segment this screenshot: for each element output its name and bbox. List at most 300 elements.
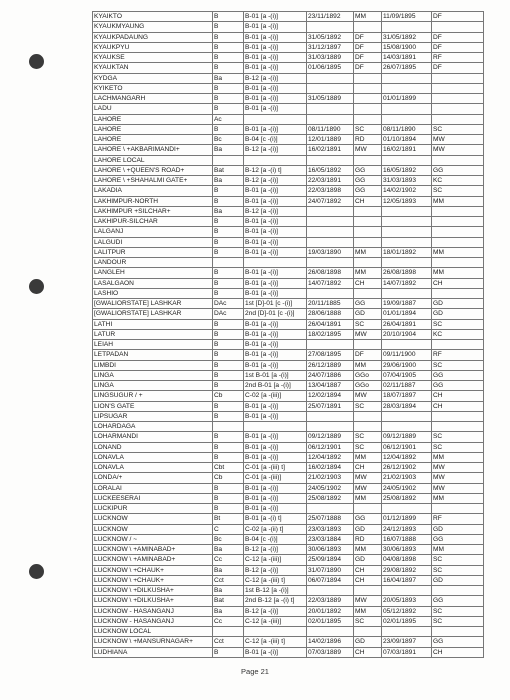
table-row [93, 278, 484, 288]
latest-date-cell [382, 258, 432, 268]
cancel-type-cell: B-01 [a -(i)] [244, 647, 307, 657]
earliest-source-cell: MM [354, 493, 382, 503]
latest-date-cell [382, 114, 432, 124]
table-row [93, 370, 484, 380]
table-row [93, 114, 484, 124]
place-name-cell: LALGUDI [93, 237, 213, 247]
place-name-cell: LINGA [93, 381, 213, 391]
table-row [93, 555, 484, 565]
earliest-source-cell: MM [354, 545, 382, 555]
cancel-type-cell: B-01 [a -(i)] [244, 94, 307, 104]
latest-date-cell: 16/02/1891 [382, 145, 432, 155]
type-code-cell: Cct [213, 637, 244, 647]
earliest-date-cell [307, 227, 354, 237]
place-name-cell: LUCKNOW \ +CHAUK+ [93, 575, 213, 585]
place-name-cell: LUCKNOW \ +DILKUSHA+ [93, 596, 213, 606]
earliest-source-cell: DF [354, 63, 382, 73]
table-row [93, 627, 484, 637]
earliest-date-cell: 06/07/1894 [307, 575, 354, 585]
earliest-date-cell: 22/03/1898 [307, 186, 354, 196]
type-code-cell: Ba [213, 586, 244, 596]
earliest-date-cell: 24/07/1886 [307, 370, 354, 380]
cancel-type-cell [244, 155, 307, 165]
earliest-date-cell: 16/02/1891 [307, 145, 354, 155]
place-name-cell: LACHMANGARH [93, 94, 213, 104]
latest-date-cell: 09/11/1900 [382, 350, 432, 360]
type-code-cell: B [213, 124, 244, 134]
cancel-type-cell: B-01 [a -(i)] [244, 186, 307, 196]
table-row [93, 319, 484, 329]
earliest-date-cell: 27/08/1895 [307, 350, 354, 360]
latest-source-cell: SC [432, 319, 484, 329]
cancel-type-cell [244, 627, 307, 637]
earliest-date-cell: 13/04/1887 [307, 381, 354, 391]
type-code-cell: B [213, 94, 244, 104]
earliest-source-cell: DF [354, 53, 382, 63]
table-row [93, 329, 484, 339]
latest-date-cell: 06/12/1901 [382, 442, 432, 452]
latest-date-cell [382, 217, 432, 227]
earliest-source-cell: CH [354, 565, 382, 575]
cancel-type-cell: B-12 [a -(i)] [244, 606, 307, 616]
latest-source-cell [432, 104, 484, 114]
place-name-cell: LUCKNOW \ +DILKUSHA+ [93, 586, 213, 596]
earliest-date-cell: 22/03/1891 [307, 176, 354, 186]
latest-date-cell [382, 237, 432, 247]
latest-source-cell: MM [432, 247, 484, 257]
table-row [93, 227, 484, 237]
latest-date-cell: 12/05/1893 [382, 196, 432, 206]
type-code-cell: B [213, 401, 244, 411]
latest-source-cell: SC [432, 442, 484, 452]
earliest-source-cell: SC [354, 442, 382, 452]
latest-source-cell: CH [432, 278, 484, 288]
earliest-date-cell: 26/04/1891 [307, 319, 354, 329]
latest-source-cell [432, 411, 484, 421]
latest-source-cell [432, 237, 484, 247]
earliest-source-cell: MW [354, 391, 382, 401]
cancel-type-cell: C-01 [a -(iii)] [244, 473, 307, 483]
latest-source-cell: GG [432, 370, 484, 380]
type-code-cell: B [213, 483, 244, 493]
place-name-cell: LUDHIANA [93, 647, 213, 657]
type-code-cell: B [213, 452, 244, 462]
cancel-type-cell: C-12 [a -(iii)] [244, 555, 307, 565]
type-code-cell: B [213, 217, 244, 227]
earliest-date-cell: 16/02/1894 [307, 463, 354, 473]
latest-source-cell [432, 227, 484, 237]
latest-date-cell [382, 411, 432, 421]
cancel-type-cell: B-01 [a -(i)] [244, 483, 307, 493]
latest-source-cell [432, 206, 484, 216]
place-name-cell: LASALGAON [93, 278, 213, 288]
table-row [93, 104, 484, 114]
type-code-cell: Bat [213, 165, 244, 175]
table-row [93, 22, 484, 32]
earliest-source-cell [354, 258, 382, 268]
earliest-source-cell: RD [354, 534, 382, 544]
table-row [93, 422, 484, 432]
type-code-cell [213, 155, 244, 165]
earliest-date-cell: 08/11/1890 [307, 124, 354, 134]
place-name-cell: LEIAH [93, 340, 213, 350]
earliest-source-cell: GG [354, 299, 382, 309]
latest-date-cell: 07/03/1891 [382, 647, 432, 657]
earliest-source-cell: MW [354, 329, 382, 339]
earliest-source-cell: CH [354, 196, 382, 206]
latest-date-cell: 12/04/1892 [382, 452, 432, 462]
cancel-type-cell: B-01 [a -(i) t] [244, 514, 307, 524]
earliest-date-cell: 16/05/1892 [307, 165, 354, 175]
earliest-date-cell: 31/05/1892 [307, 32, 354, 42]
earliest-date-cell: 01/06/1895 [307, 63, 354, 73]
latest-source-cell: RF [432, 514, 484, 524]
earliest-date-cell [307, 422, 354, 432]
earliest-date-cell: 25/07/1891 [307, 401, 354, 411]
latest-source-cell [432, 73, 484, 83]
cancel-type-cell: B-01 [a -(i)] [244, 329, 307, 339]
earliest-source-cell [354, 586, 382, 596]
place-name-cell: KYAUKTAN [93, 63, 213, 73]
cancel-type-cell: 2nd [D]-01 [c -(i)] [244, 309, 307, 319]
table-row [93, 596, 484, 606]
type-code-cell: B [213, 83, 244, 93]
type-code-cell [213, 627, 244, 637]
table-row [93, 42, 484, 52]
earliest-date-cell [307, 288, 354, 298]
earliest-date-cell: 23/03/1893 [307, 524, 354, 534]
cancel-type-cell [244, 258, 307, 268]
place-name-cell: LUCKNOW \ +AMINABAD+ [93, 555, 213, 565]
earliest-date-cell: 09/12/1889 [307, 432, 354, 442]
cancel-type-cell: 1st B-12 [a -(i)] [244, 586, 307, 596]
table-row [93, 165, 484, 175]
type-code-cell: B [213, 104, 244, 114]
latest-date-cell: 20/10/1904 [382, 329, 432, 339]
place-name-cell: LASHIO [93, 288, 213, 298]
latest-date-cell: 01/12/1899 [382, 514, 432, 524]
earliest-date-cell [307, 206, 354, 216]
type-code-cell: Ba [213, 545, 244, 555]
earliest-date-cell: 06/12/1901 [307, 442, 354, 452]
earliest-date-cell: 02/01/1895 [307, 616, 354, 626]
place-name-cell: LAKADIA [93, 186, 213, 196]
place-name-cell: LALITPUR [93, 247, 213, 257]
table-row [93, 452, 484, 462]
latest-date-cell [382, 288, 432, 298]
cancel-type-cell: B-01 [a -(i)] [244, 22, 307, 32]
type-code-cell: Ba [213, 176, 244, 186]
type-code-cell: B [213, 329, 244, 339]
latest-date-cell: 05/12/1892 [382, 606, 432, 616]
table-row [93, 391, 484, 401]
latest-source-cell: GG [432, 534, 484, 544]
earliest-date-cell: 19/03/1890 [307, 247, 354, 257]
place-name-cell: LAKHIMPUR +SILCHAR+ [93, 206, 213, 216]
table-row [93, 606, 484, 616]
table-row [93, 124, 484, 134]
earliest-date-cell: 25/07/1888 [307, 514, 354, 524]
earliest-date-cell [307, 504, 354, 514]
earliest-source-cell: GG [354, 176, 382, 186]
type-code-cell: Bt [213, 514, 244, 524]
place-name-cell: LAKHIMPUR-NORTH [93, 196, 213, 206]
type-code-cell: B [213, 32, 244, 42]
latest-date-cell: 08/11/1890 [382, 124, 432, 134]
type-code-cell: B [213, 288, 244, 298]
table-row [93, 545, 484, 555]
table-row [93, 206, 484, 216]
latest-source-cell [432, 258, 484, 268]
earliest-source-cell: DF [354, 42, 382, 52]
place-name-cell: LUCKNOW [93, 524, 213, 534]
earliest-date-cell: 31/03/1889 [307, 53, 354, 63]
earliest-date-cell [307, 217, 354, 227]
type-code-cell: Ba [213, 145, 244, 155]
place-name-cell: LUCKNOW \ +MANSURNAGAR+ [93, 637, 213, 647]
earliest-source-cell: MM [354, 247, 382, 257]
latest-source-cell [432, 217, 484, 227]
cancel-type-cell: B-01 [a -(i)] [244, 217, 307, 227]
place-name-cell: LOHARDAGA [93, 422, 213, 432]
earliest-source-cell [354, 237, 382, 247]
type-code-cell [213, 258, 244, 268]
place-name-cell: LONAVLA [93, 452, 213, 462]
cancel-type-cell: B-12 [a -(i)] [244, 206, 307, 216]
earliest-source-cell: SC [354, 124, 382, 134]
latest-date-cell: 26/08/1898 [382, 268, 432, 278]
earliest-date-cell [307, 258, 354, 268]
table-row [93, 94, 484, 104]
latest-date-cell: 29/08/1892 [382, 565, 432, 575]
latest-date-cell: 23/09/1897 [382, 637, 432, 647]
type-code-cell: Bat [213, 596, 244, 606]
earliest-source-cell [354, 206, 382, 216]
cancel-type-cell: B-01 [a -(i)] [244, 32, 307, 42]
earliest-date-cell [307, 411, 354, 421]
type-code-cell: Cb [213, 391, 244, 401]
earliest-source-cell: GD [354, 637, 382, 647]
place-name-cell: KYAUKPADAUNG [93, 32, 213, 42]
earliest-source-cell [354, 411, 382, 421]
earliest-date-cell: 20/01/1892 [307, 606, 354, 616]
earliest-date-cell: 25/09/1894 [307, 555, 354, 565]
table-row [93, 637, 484, 647]
place-name-cell: LUCKNOW / ~ [93, 534, 213, 544]
place-name-cell: LANDOUR [93, 258, 213, 268]
cancel-type-cell: B-01 [a -(i)] [244, 63, 307, 73]
cancel-type-cell: B-12 [a -(i)] [244, 565, 307, 575]
latest-date-cell [382, 504, 432, 514]
ledger-body [93, 12, 484, 658]
earliest-date-cell [307, 627, 354, 637]
earliest-source-cell: GD [354, 309, 382, 319]
earliest-date-cell: 26/12/1889 [307, 360, 354, 370]
place-name-cell: KYAUKPYU [93, 42, 213, 52]
place-name-cell: LAHORE \ +AKBARIMANDI+ [93, 145, 213, 155]
earliest-source-cell: MM [354, 268, 382, 278]
earliest-source-cell: MW [354, 596, 382, 606]
type-code-cell: Bc [213, 534, 244, 544]
table-row [93, 411, 484, 421]
table-row [93, 145, 484, 155]
latest-source-cell: KC [432, 176, 484, 186]
table-row [93, 299, 484, 309]
cancel-type-cell: B-01 [a -(i)] [244, 196, 307, 206]
cancel-type-cell: B-01 [a -(i)] [244, 42, 307, 52]
latest-date-cell: 02/11/1887 [382, 381, 432, 391]
earliest-source-cell: GD [354, 524, 382, 534]
earliest-source-cell: SC [354, 432, 382, 442]
earliest-source-cell: MM [354, 452, 382, 462]
type-code-cell: DAc [213, 309, 244, 319]
earliest-date-cell [307, 237, 354, 247]
table-row [93, 83, 484, 93]
table-row [93, 401, 484, 411]
earliest-date-cell: 12/02/1894 [307, 391, 354, 401]
place-name-cell: LETPADAN [93, 350, 213, 360]
table-row [93, 524, 484, 534]
earliest-date-cell: 14/02/1896 [307, 637, 354, 647]
latest-date-cell: 26/07/1895 [382, 63, 432, 73]
latest-date-cell [382, 422, 432, 432]
cancel-type-cell: B-01 [a -(i)] [244, 237, 307, 247]
earliest-source-cell [354, 83, 382, 93]
latest-source-cell: MM [432, 196, 484, 206]
latest-source-cell: GD [432, 575, 484, 585]
latest-source-cell [432, 586, 484, 596]
place-name-cell: LANGLEH [93, 268, 213, 278]
type-code-cell: B [213, 493, 244, 503]
table-row [93, 237, 484, 247]
latest-date-cell: 16/05/1892 [382, 165, 432, 175]
place-name-cell: LAKHIPUR-SILCHAR [93, 217, 213, 227]
cancel-type-cell: B-01 [a -(i)] [244, 247, 307, 257]
type-code-cell: B [213, 237, 244, 247]
cancel-type-cell: 1st B-01 [a -(i)] [244, 370, 307, 380]
type-code-cell: B [213, 186, 244, 196]
postmark-ledger-table [92, 11, 484, 658]
latest-source-cell: SC [432, 555, 484, 565]
cancel-type-cell: B-01 [a -(i)] [244, 319, 307, 329]
place-name-cell: LAHORE \ +QUEEN'S ROAD+ [93, 165, 213, 175]
table-row [93, 442, 484, 452]
table-row [93, 432, 484, 442]
type-code-cell: B [213, 227, 244, 237]
cancel-type-cell: B-01 [a -(i)] [244, 268, 307, 278]
place-name-cell: LUCKNOW - HASANGANJ [93, 606, 213, 616]
type-code-cell: B [213, 319, 244, 329]
latest-date-cell: 31/03/1893 [382, 176, 432, 186]
place-name-cell: LUCKNOW [93, 514, 213, 524]
latest-date-cell: 21/02/1903 [382, 473, 432, 483]
latest-date-cell [382, 340, 432, 350]
place-name-cell: KYAUKMYAUNG [93, 22, 213, 32]
cancel-type-cell: B-01 [a -(i)] [244, 124, 307, 134]
earliest-source-cell [354, 217, 382, 227]
earliest-source-cell: MW [354, 473, 382, 483]
latest-date-cell: 24/12/1893 [382, 524, 432, 534]
latest-date-cell: 09/12/1889 [382, 432, 432, 442]
latest-source-cell: GG [432, 165, 484, 175]
latest-source-cell [432, 340, 484, 350]
earliest-date-cell [307, 586, 354, 596]
table-row [93, 350, 484, 360]
type-code-cell: Ba [213, 606, 244, 616]
cancel-type-cell: B-04 [c -(i)] [244, 135, 307, 145]
earliest-date-cell: 31/05/1889 [307, 94, 354, 104]
place-name-cell: LAHORE \ +SHAHALMI GATE+ [93, 176, 213, 186]
latest-source-cell [432, 422, 484, 432]
earliest-source-cell: GG [354, 165, 382, 175]
earliest-date-cell: 31/12/1897 [307, 42, 354, 52]
latest-date-cell: 19/09/1887 [382, 299, 432, 309]
type-code-cell: Cbt [213, 463, 244, 473]
latest-source-cell [432, 627, 484, 637]
earliest-source-cell [354, 104, 382, 114]
place-name-cell: KYAUKSE [93, 53, 213, 63]
place-name-cell: LINGSUGUR / + [93, 391, 213, 401]
cancel-type-cell: B-12 [a -(i) t] [244, 165, 307, 175]
earliest-source-cell: SC [354, 319, 382, 329]
place-name-cell: LUCKNOW LOCAL [93, 627, 213, 637]
latest-source-cell [432, 94, 484, 104]
cancel-type-cell: B-01 [a -(i)] [244, 53, 307, 63]
earliest-date-cell: 24/07/1892 [307, 196, 354, 206]
latest-source-cell: DF [432, 42, 484, 52]
earliest-source-cell: SC [354, 401, 382, 411]
place-name-cell: LAHORE [93, 124, 213, 134]
table-row [93, 340, 484, 350]
earliest-source-cell [354, 155, 382, 165]
table-row [93, 493, 484, 503]
earliest-date-cell: 25/08/1892 [307, 493, 354, 503]
latest-source-cell: MW [432, 135, 484, 145]
latest-source-cell: SC [432, 565, 484, 575]
latest-source-cell: CH [432, 647, 484, 657]
table-row [93, 647, 484, 657]
type-code-cell: B [213, 411, 244, 421]
earliest-source-cell: GGo [354, 370, 382, 380]
place-name-cell: LUCKNOW \ +CHAUK+ [93, 565, 213, 575]
place-name-cell: [GWALIORSTATE] LASHKAR [93, 299, 213, 309]
cancel-type-cell: B-01 [a -(i)] [244, 104, 307, 114]
latest-source-cell [432, 504, 484, 514]
cancel-type-cell: B-01 [a -(i)] [244, 452, 307, 462]
cancel-type-cell: B-01 [a -(i)] [244, 340, 307, 350]
cancel-type-cell: B-04 [c -(i)] [244, 534, 307, 544]
type-code-cell: B [213, 504, 244, 514]
punch-hole [29, 564, 44, 579]
earliest-date-cell [307, 155, 354, 165]
table-row [93, 483, 484, 493]
cancel-type-cell: B-12 [a -(i)] [244, 176, 307, 186]
table-row [93, 53, 484, 63]
latest-date-cell: 30/06/1893 [382, 545, 432, 555]
place-name-cell: LUCKNOW - HASANGANJ [93, 616, 213, 626]
table-row [93, 514, 484, 524]
place-name-cell: LORALAI [93, 483, 213, 493]
latest-source-cell: GD [432, 299, 484, 309]
table-row [93, 309, 484, 319]
earliest-date-cell: 12/01/1889 [307, 135, 354, 145]
latest-source-cell: SC [432, 360, 484, 370]
place-name-cell: LONAND [93, 442, 213, 452]
latest-date-cell [382, 206, 432, 216]
type-code-cell: B [213, 647, 244, 657]
latest-date-cell [382, 22, 432, 32]
earliest-source-cell: CH [354, 575, 382, 585]
